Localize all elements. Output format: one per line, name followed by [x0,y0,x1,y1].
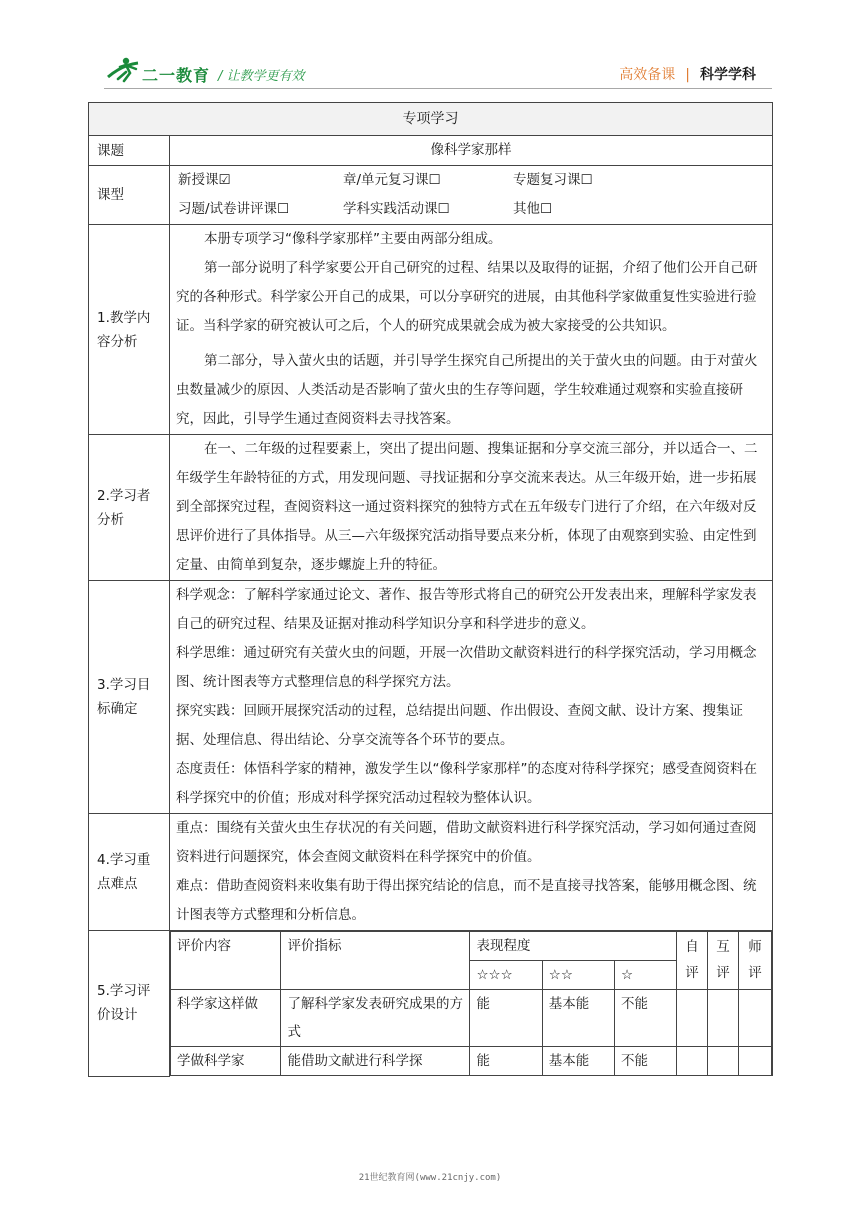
objective-item: 科学观念：了解科学家通过论文、著作、报告等形式将自己的研究公开发表出来，理解科学家发表自己的研究过程、结果及证据对推动科学知识分享和科学进步的意义。 [176,587,757,632]
evaluation-table [170,931,772,1076]
eval-header-indicator: 评价指标 [281,932,470,990]
type-option: 专题复习课☐ [513,172,593,188]
section-label: 3.学习目标确定 [89,581,170,814]
section-body [170,435,773,581]
section-objectives [89,581,773,814]
eval-level-2: 基本能 [542,1047,614,1076]
topic-label: 课题 [89,136,170,166]
eval-peer-cell[interactable] [707,990,738,1047]
section-key-points [89,814,773,931]
eval-self-cell[interactable] [676,1047,707,1076]
type-label: 课型 [89,166,170,225]
brand-slogan: / 让教学更有效 [218,69,305,84]
section-body [170,581,773,814]
objective-item: 科学思维：通过研究有关萤火虫的问题，开展一次借助文献资料进行的科学探究活动，学习用概念图、统计图表等方式整理信息的科学探究方法。 [176,645,757,690]
eval-level-3: 不能 [615,1047,677,1076]
section-learner-analysis [89,435,773,581]
section-label: 4.学习重点难点 [89,814,170,931]
header-separator: | [685,67,690,83]
key-point-item: 重点：围绕有关萤火虫生存状况的有关问题，借助文献资料进行科学探究活动，学习如何通过查阅资料进行问题探究，体会查阅文献资料在科学探究中的价值。 [176,820,757,865]
eval-indicator: 能借助文献进行科学探 [281,1047,470,1076]
header-tag: 高效备课 [619,67,676,83]
table-row [171,990,772,1047]
lesson-plan-table [88,102,773,1077]
section-content-analysis [89,225,773,435]
section-evaluation [89,931,773,1077]
eval-header-peer: 互评 [707,932,738,990]
paragraph: 第一部分说明了科学家要公开自己研究的过程、结果以及取得的证据，介绍了他们公开自己研究的各种形式。科学家公开自己的成果，可以分享研究的进展，由其他科学家做重复性实验进行验证。当科学家的研究被认可之后，个人的研究成果就会成为被大家接受的公共知识。 [176,260,758,334]
title-row [89,103,773,136]
paragraph: 第二部分，导入萤火虫的话题，并引导学生探究自己所提出的关于萤火虫的问题。由于对萤火虫数量减少的原因、人类活动是否影响了萤火虫的生存等问题，学生较难通过观察和实验直接研究，因此，引导学生通过查阅资料去寻找答案。 [176,353,758,427]
eval-content: 科学家这样做 [171,990,281,1047]
eval-header-level: 表现程度 [470,932,677,961]
star-rating-1: ☆ [615,961,677,990]
topic-row [89,136,773,166]
objective-item: 态度责任：体悟科学家的精神，激发学生以“像科学家那样”的态度对待科学探究；感受查阅资料在科学探究中的价值；形成对科学探究活动过程较为整体认识。 [176,761,757,806]
type-option: 章/单元复习课☐ [343,172,441,188]
eval-header-row [171,932,772,961]
table-row [171,1047,772,1076]
section-label: 1.教学内容分析 [89,225,170,435]
paragraph: 本册专项学习“像科学家那样”主要由两部分组成。 [204,231,502,247]
type-row [89,166,773,225]
section-body [170,225,773,435]
eval-teacher-cell[interactable] [738,990,771,1047]
objective-item: 探究实践：回顾开展探究活动的过程，总结提出问题、作出假设、查阅文献、设计方案、搜集证据、处理信息、得出结论、分享交流等各个环节的要点。 [176,703,743,748]
eval-indicator: 了解科学家发表研究成果的方式 [281,990,470,1047]
page-header [0,0,860,90]
type-option: 习题/试卷讲评课☐ [178,201,290,217]
page-footer: 21世纪教育网(www.21cnjy.com) [358,1173,502,1183]
section-label: 2.学习者分析 [89,435,170,581]
section-body [170,814,773,931]
key-point-item: 难点：借助查阅资料来收集有助于得出探究结论的信息，而不是直接寻找答案，能够用概念图、统计图表等方式整理和分析信息。 [176,878,757,923]
eval-header-self: 自评 [676,932,707,990]
section-label: 5.学习评价设计 [89,931,170,1077]
evaluation-cell [170,931,773,1077]
eval-teacher-cell[interactable] [738,1047,771,1076]
type-option: 新授课☑ [178,172,231,188]
eval-level-1: 能 [470,990,542,1047]
star-rating-3: ☆☆☆ [470,961,542,990]
brand-name: 二一教育 [142,66,211,85]
paragraph: 在一、二年级的过程要素上，突出了提出问题、搜集证据和分享交流三部分，并以适合一、二年级学生年龄特征的方式，用发现问题、寻找证据和分享交流来表达。从三年级开始，进一步拓展到全部探究过程，查阅资料这一通过资料探究的独特方式在五年级专门进行了介绍，在六年级对反思评价进行了具体指导。从三—六年级探究活动指导要点来分析，体现了由观察到实验、由定性到定量、由简单到复杂，逐步螺旋上升的特征。 [176,441,758,573]
type-option: 学科实践活动课☐ [343,201,450,217]
topic-value: 像科学家那样 [170,136,773,166]
type-options [170,166,773,225]
header-subject: 科学学科 [700,67,756,83]
eval-header-content: 评价内容 [171,932,281,990]
table-title: 专项学习 [89,103,773,136]
star-rating-2: ☆☆ [542,961,614,990]
type-option: 其他☐ [513,201,553,217]
header-rule [104,88,772,89]
eval-header-teacher: 师评 [738,932,771,990]
header-right [619,64,756,84]
eval-level-2: 基本能 [542,990,614,1047]
eval-level-3: 不能 [615,990,677,1047]
eval-self-cell[interactable] [676,990,707,1047]
eval-level-1: 能 [470,1047,542,1076]
eval-content: 学做科学家 [171,1047,281,1076]
eval-peer-cell[interactable] [707,1047,738,1076]
